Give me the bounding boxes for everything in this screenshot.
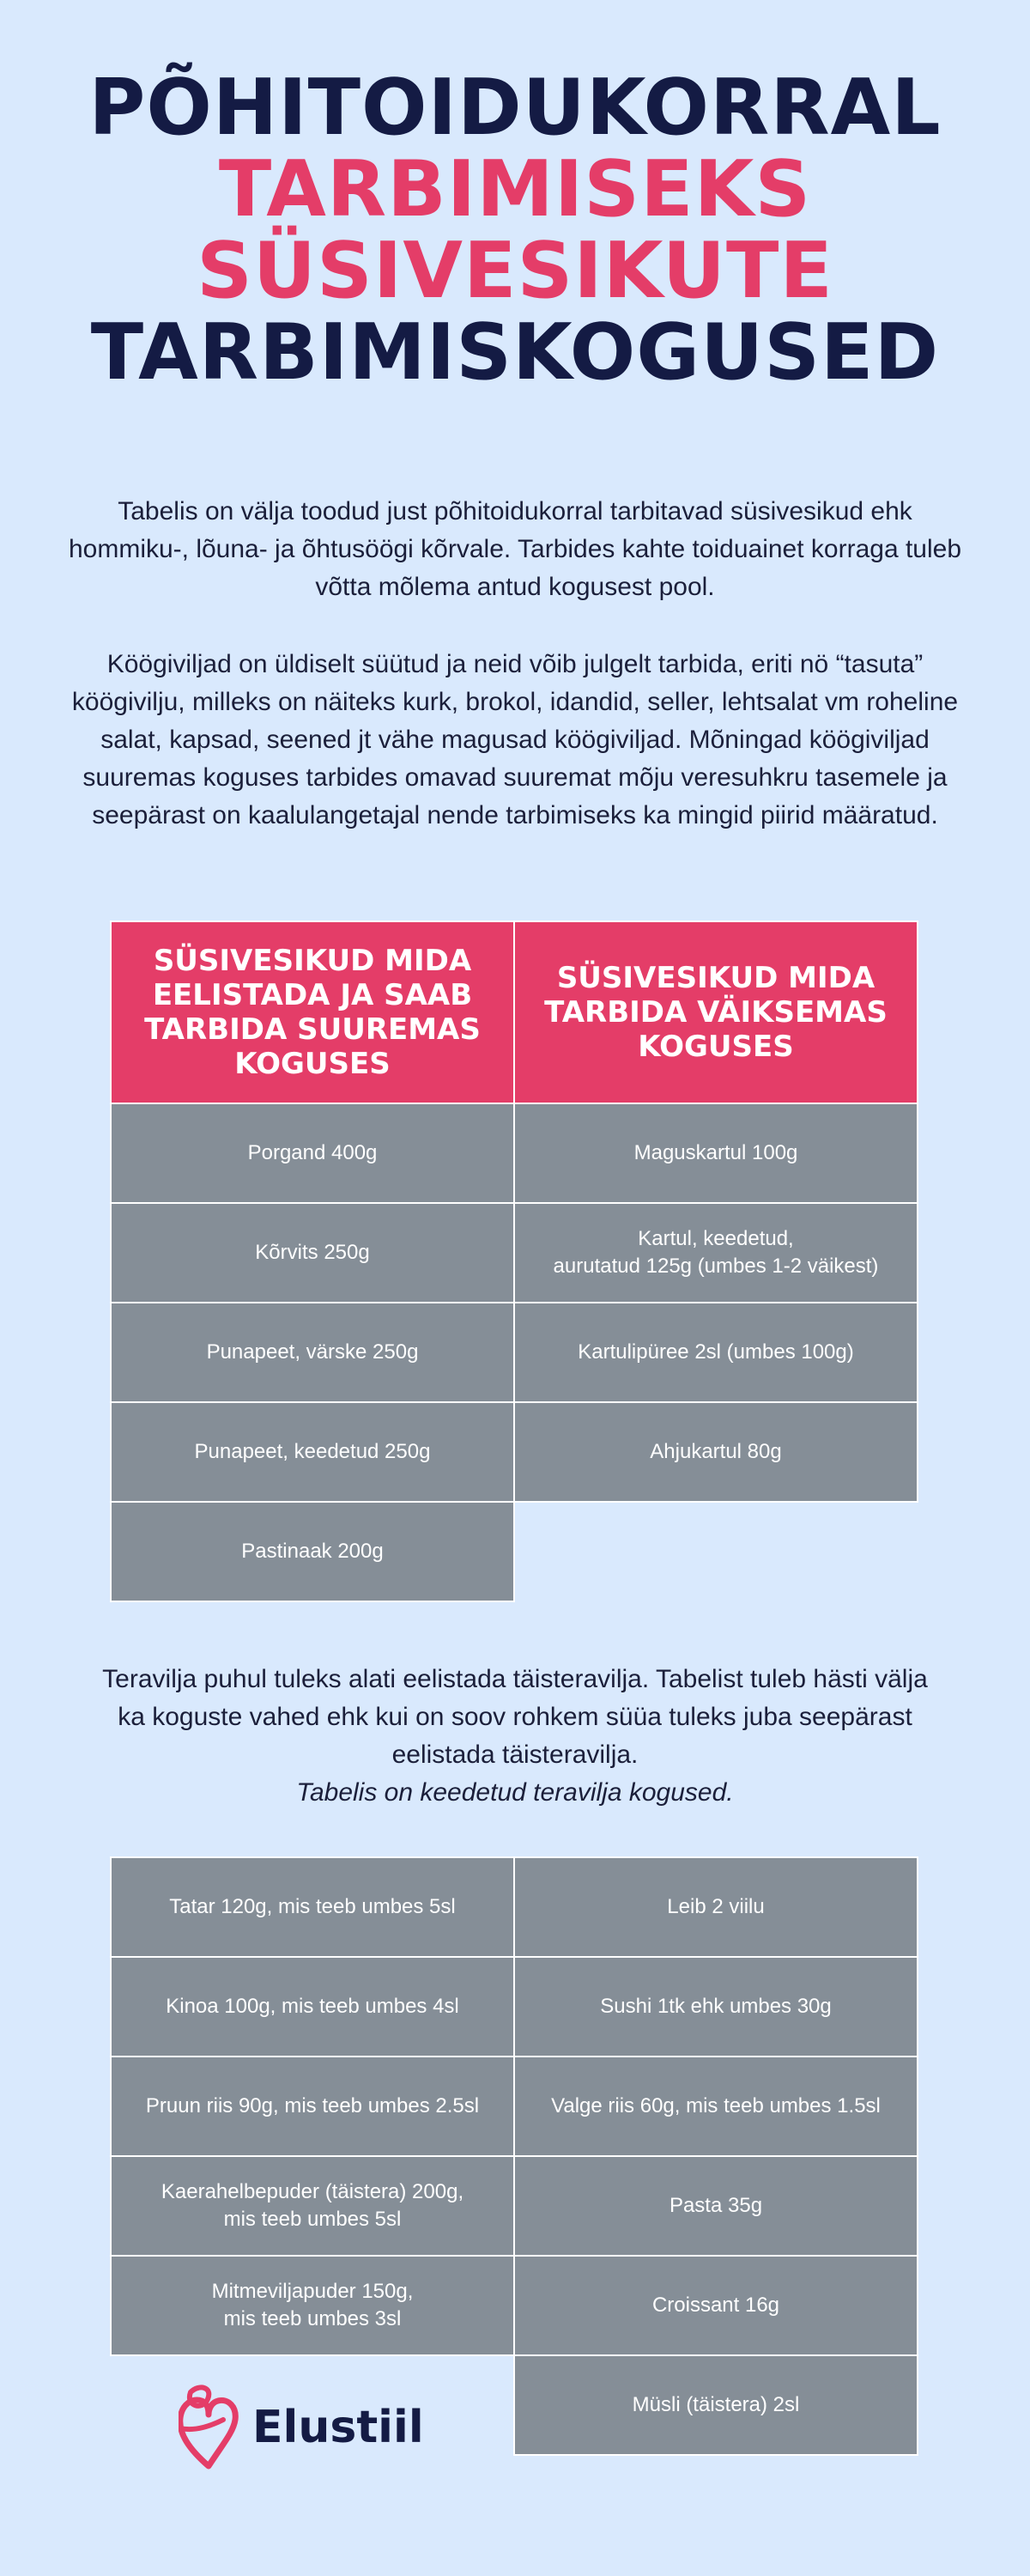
table-cell: Pastinaak 200g bbox=[110, 1501, 515, 1602]
table-cell: Leib 2 viilu bbox=[513, 1856, 918, 1958]
table-cell: Punapeet, värske 250g bbox=[110, 1302, 515, 1403]
table-cell: Tatar 120g, mis teeb umbes 5sl bbox=[110, 1856, 515, 1958]
table-cell: Kinoa 100g, mis teeb umbes 4sl bbox=[110, 1956, 515, 2057]
table-cell: Valge riis 60g, mis teeb umbes 1.5sl bbox=[513, 2056, 918, 2157]
brand-logo bbox=[179, 2380, 424, 2475]
table-cell: Sushi 1tk ehk umbes 30g bbox=[513, 1956, 918, 2057]
title-line-1: PÕHITOIDUKORRAL bbox=[88, 63, 942, 153]
table-header-limit: SÜSIVESIKUD MIDA TARBIDA VÄIKSEMAS KOGUSES bbox=[513, 920, 918, 1104]
title-line-3: SÜSIVESIKUTE bbox=[197, 226, 833, 316]
intro-paragraph-1: Tabelis on välja toodud just põhitoidukorral tarbitavad süsivesikud ehk hommiku-, lõuna- ja õhtusöögi kõrvale. Tarbides kahte toiduainet korraga tuleb võtta mõlema antud kogusest pool. bbox=[68, 497, 962, 601]
table-cell: Kõrvits 250g bbox=[110, 1202, 515, 1303]
grain-note: Tabelis on keedetud teravilja kogused. bbox=[296, 1778, 734, 1807]
table-cell: Pruun riis 90g, mis teeb umbes 2.5sl bbox=[110, 2056, 515, 2157]
page-title bbox=[0, 63, 1030, 398]
table-cell: Kartul, keedetud, aurutatud 125g (umbes 1-2 väikest) bbox=[513, 1202, 918, 1303]
table-cell: Mitmeviljapuder 150g, mis teeb umbes 3sl bbox=[110, 2255, 515, 2356]
grain-text: Teravilja puhul tuleks alati eelistada täisteravilja. Tabelist tuleb hästi välja ka koguste vahed ehk kui on soov rohkem süüa tuleks juba seepärast eelistada täisteravilja. bbox=[102, 1665, 928, 1769]
grain-paragraph bbox=[94, 1661, 936, 1812]
title-line-2: TARBIMISEKS bbox=[218, 144, 812, 234]
table-cell: Kaerahelbepuder (täistera) 200g, mis teeb umbes 5sl bbox=[110, 2155, 515, 2257]
table-cell: Kartulipüree 2sl (umbes 100g) bbox=[513, 1302, 918, 1403]
title-line-4: TARBIMISKOGUSED bbox=[90, 307, 940, 398]
table-cell: Croissant 16g bbox=[513, 2255, 918, 2356]
table-cell: Pasta 35g bbox=[513, 2155, 918, 2257]
table-cell: Ahjukartul 80g bbox=[513, 1401, 918, 1503]
table-cell: Müsli (täistera) 2sl bbox=[513, 2354, 918, 2456]
table-header-prefer: SÜSIVESIKUD MIDA EELISTADA JA SAAB TARBIDA SUUREMAS KOGUSES bbox=[110, 920, 515, 1104]
heart-logo-icon bbox=[179, 2380, 239, 2475]
intro-paragraph-2: Köögiviljad on üldiselt süütud ja neid võib julgelt tarbida, eriti nö “tasuta” köögivilju, milleks on näiteks kurk, brokol, idandid, seller, lehtsalat vm roheline salat, kapsad, seened jt vähe magusad köögiviljad. Mõningad köögiviljad suuremas koguses tarbides omavad suuremat mõju veresuhkru tasemele ja seepärast on kaalulangetajal nende tarbimiseks ka mingid piirid määratud. bbox=[71, 650, 959, 829]
table-cell: Maguskartul 100g bbox=[513, 1103, 918, 1204]
brand-name: Elustiil bbox=[252, 2402, 424, 2453]
table-cell: Punapeet, keedetud 250g bbox=[110, 1401, 515, 1503]
table-cell: Porgand 400g bbox=[110, 1103, 515, 1204]
